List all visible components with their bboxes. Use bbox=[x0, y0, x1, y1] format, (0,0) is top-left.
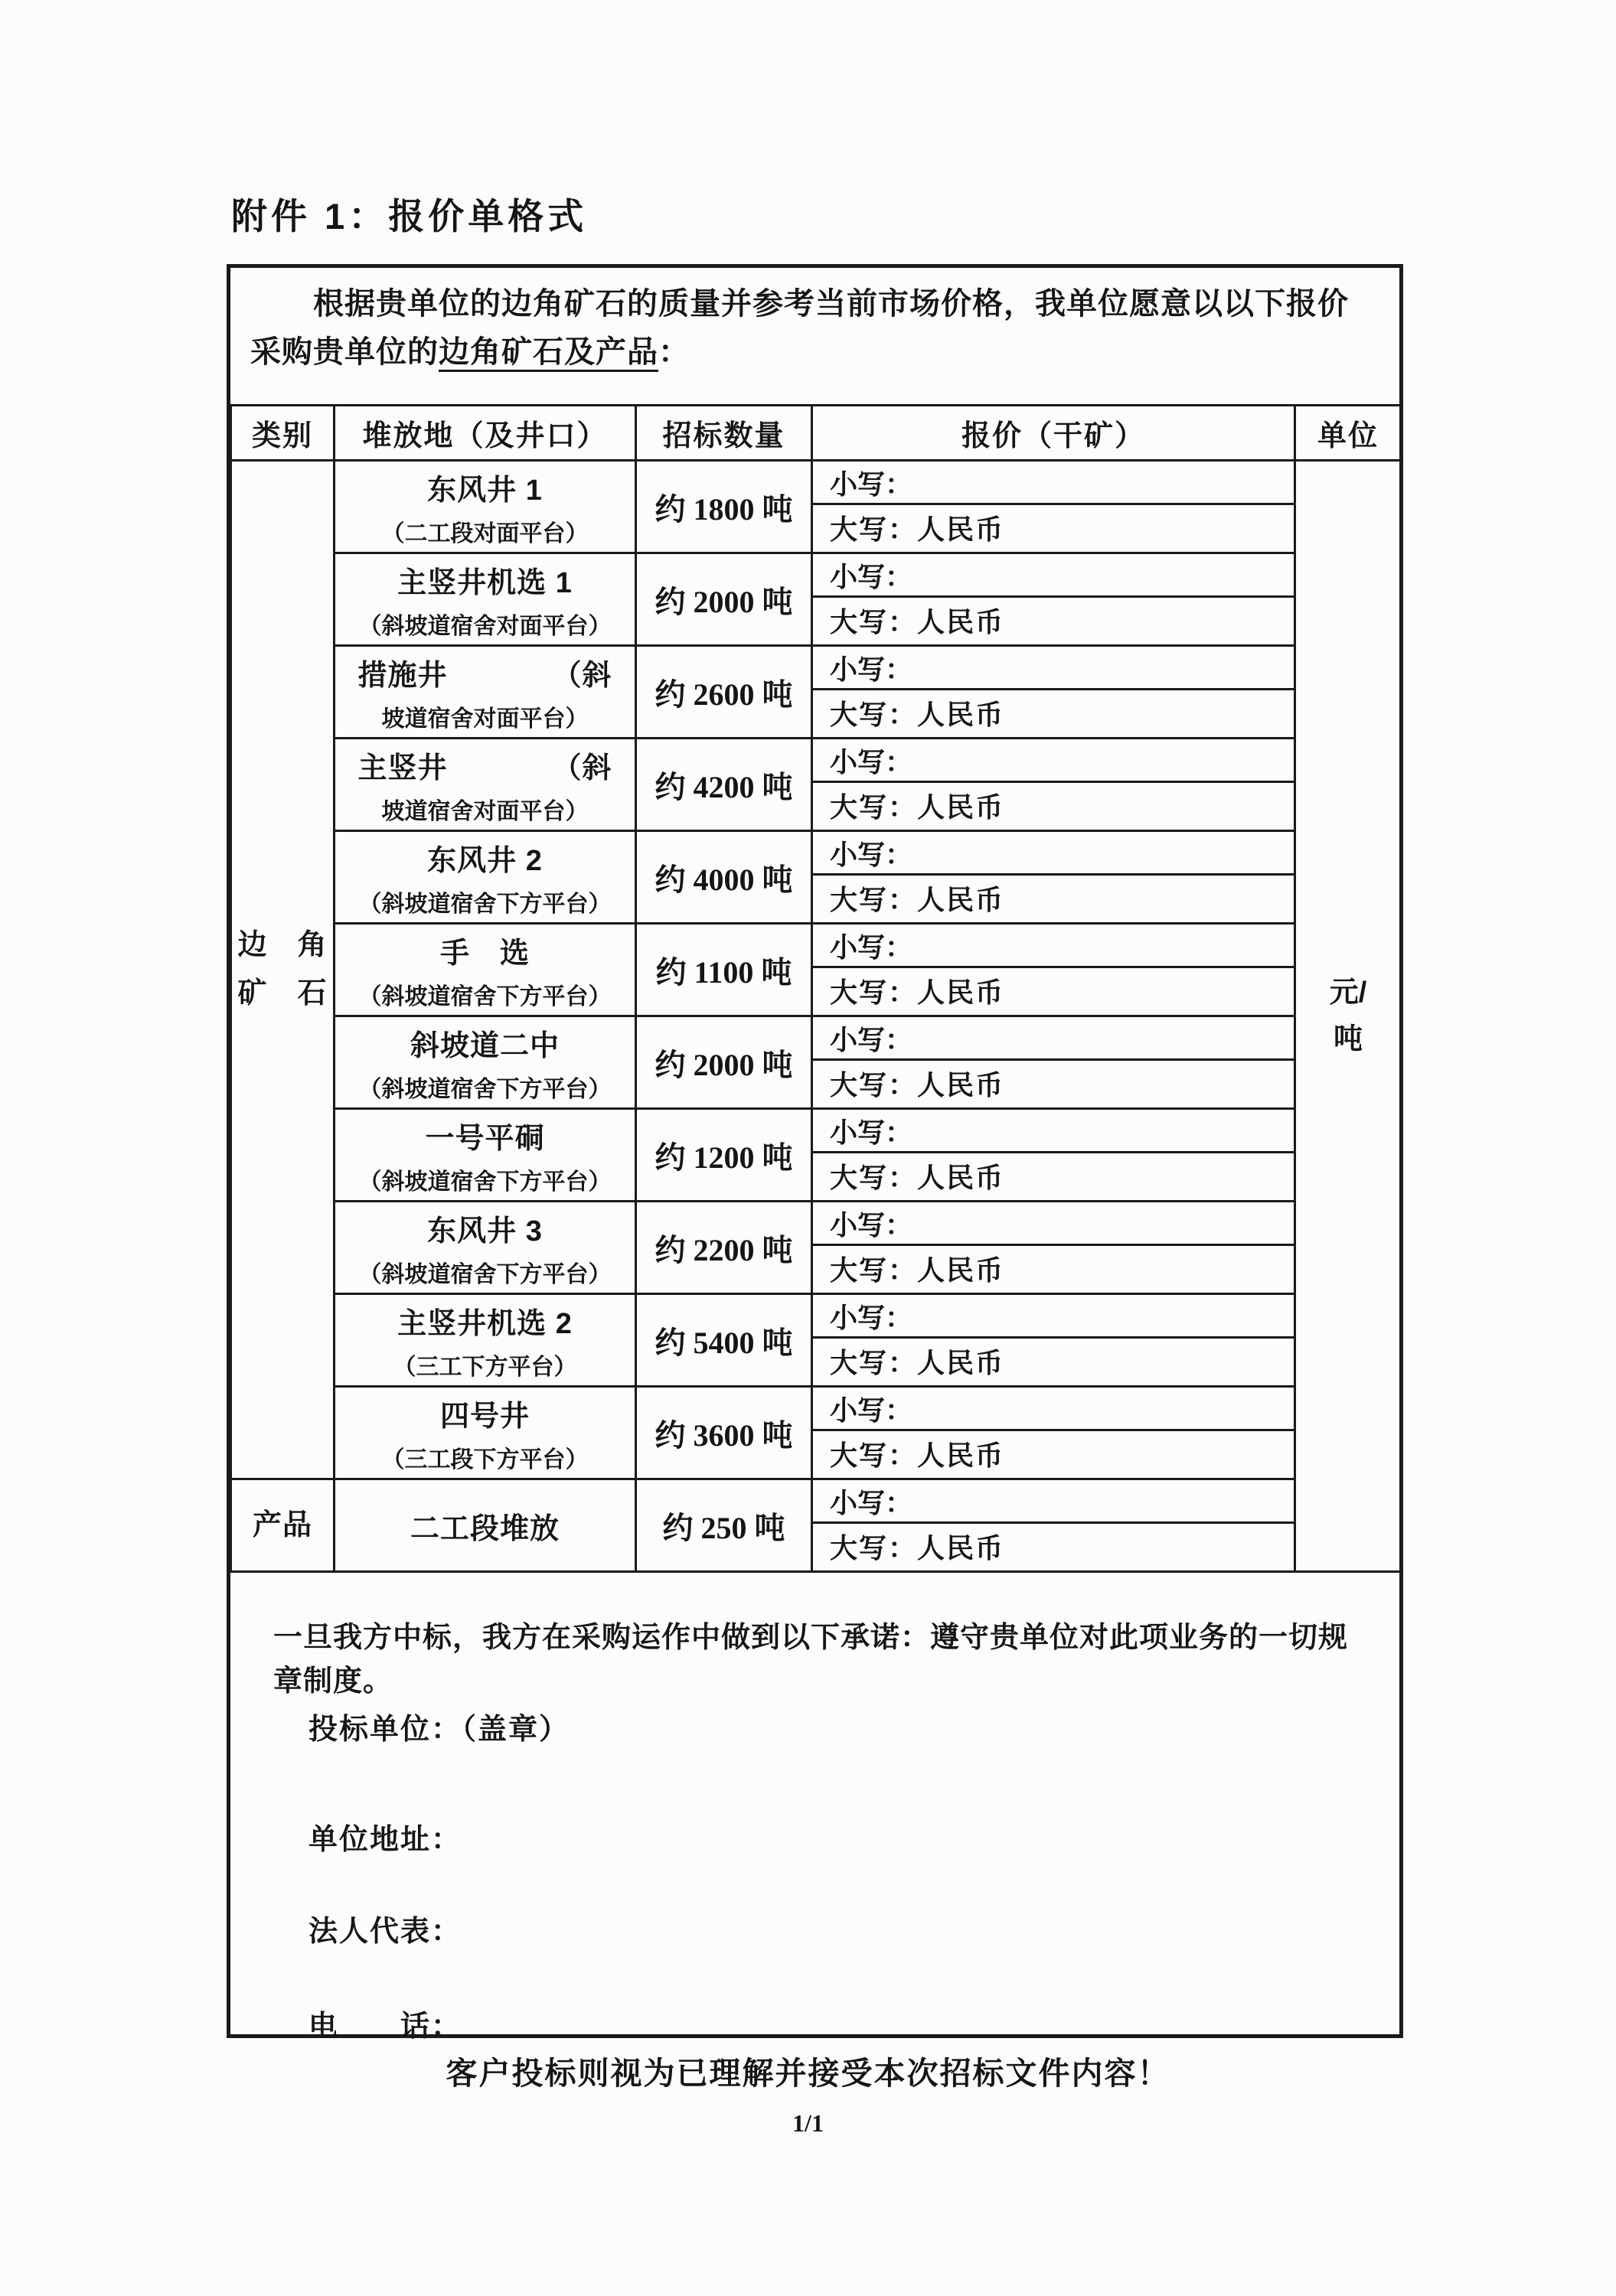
table-row bbox=[231, 1016, 1402, 1109]
price-cell bbox=[812, 1016, 1295, 1109]
address-label: 单位地址： bbox=[309, 1824, 462, 1856]
table-row bbox=[231, 1294, 1402, 1387]
intro-paragraph bbox=[250, 280, 1376, 377]
commitment-statement: 一旦我方中标，我方在采购运作中做到以下承诺：遵守贵单位对此项业务的一切规章制度。 bbox=[273, 1622, 1349, 1698]
location-name: 措施井 （斜 bbox=[357, 659, 612, 692]
price-lowercase-blank: 小写： bbox=[813, 1480, 1294, 1524]
location-cell bbox=[335, 1016, 636, 1109]
price-uppercase-label: 大写：人民币 bbox=[830, 513, 1005, 545]
footer-acceptance-note: 客户投标则视为已理解并接受本次招标文件内容！ bbox=[446, 2056, 1170, 2091]
location-note: （三工段下方平台） bbox=[381, 1446, 589, 1473]
price-cell bbox=[812, 1294, 1295, 1387]
bidder-label: 投标单位： bbox=[309, 1714, 462, 1746]
location-name: 手 选 bbox=[439, 937, 530, 970]
table-row bbox=[231, 831, 1402, 924]
col-header-unit: 单位 bbox=[1295, 406, 1402, 461]
location-cell bbox=[335, 924, 636, 1016]
price-uppercase-label: 大写：人民币 bbox=[830, 605, 1005, 638]
quantity-cell: 约 2200 吨 bbox=[636, 1202, 812, 1294]
price-uppercase-label: 大写：人民币 bbox=[830, 698, 1005, 730]
quantity-cell: 约 1200 吨 bbox=[636, 1109, 812, 1202]
price-uppercase-label: 大写：人民币 bbox=[830, 883, 1005, 915]
table-row bbox=[231, 924, 1402, 1016]
quotation-table bbox=[230, 404, 1402, 1573]
quantity-cell: 约 2600 吨 bbox=[636, 646, 812, 739]
bidder-seal-note: （盖章） bbox=[462, 1714, 570, 1746]
table-row bbox=[231, 1202, 1402, 1294]
price-uppercase-label: 大写：人民币 bbox=[830, 1161, 1005, 1193]
table-header-row bbox=[231, 406, 1402, 461]
location-name: 斜坡道二中 bbox=[410, 1029, 560, 1062]
phone-label: 电 话： bbox=[309, 2011, 462, 2043]
location-name: 东风井 2 bbox=[427, 844, 543, 877]
price-lowercase-blank: 小写： bbox=[813, 554, 1294, 598]
location-note: （斜坡道宿舍下方平台） bbox=[358, 983, 612, 1009]
price-cell bbox=[812, 739, 1295, 831]
price-uppercase-label: 大写：人民币 bbox=[830, 1531, 1005, 1564]
location-note: 坡道宿舍对面平台） bbox=[381, 798, 589, 824]
price-cell bbox=[812, 553, 1295, 646]
quantity-cell: 约 5400 吨 bbox=[636, 1294, 812, 1387]
table-row bbox=[231, 1109, 1402, 1202]
price-lowercase-blank: 小写： bbox=[813, 461, 1294, 505]
location-note: （斜坡道宿舍下方平台） bbox=[358, 1076, 612, 1102]
location-name: 二工段堆放 bbox=[410, 1512, 560, 1545]
price-lowercase-blank: 小写： bbox=[813, 1388, 1294, 1431]
price-uppercase-label: 大写：人民币 bbox=[830, 1439, 1005, 1471]
intro-text-lead: 根据贵单位的边角矿石的质量并参考当前市场价格，我单位愿意以以下报价采购贵单位的 bbox=[250, 287, 1349, 370]
location-cell bbox=[335, 1479, 636, 1572]
quantity-cell: 约 2000 吨 bbox=[636, 1016, 812, 1109]
price-cell bbox=[812, 1479, 1295, 1572]
price-lowercase-blank: 小写： bbox=[813, 1017, 1294, 1061]
location-cell bbox=[335, 1109, 636, 1202]
location-name: 主竖井机选 1 bbox=[397, 566, 573, 599]
location-cell bbox=[335, 461, 636, 553]
location-note: （斜坡道宿舍下方平台） bbox=[358, 1169, 612, 1195]
category-label-line: 边 角 bbox=[237, 929, 328, 962]
location-note: （斜坡道宿舍下方平台） bbox=[358, 1261, 612, 1287]
table-row bbox=[231, 461, 1402, 553]
price-lowercase-blank: 小写： bbox=[813, 739, 1294, 783]
category-cell-product: 产品 bbox=[231, 1479, 335, 1572]
price-uppercase-label: 大写：人民币 bbox=[830, 1254, 1005, 1286]
location-note: （斜坡道宿舍下方平台） bbox=[358, 891, 612, 917]
form-line-bidder bbox=[309, 1705, 570, 1747]
location-cell bbox=[335, 1202, 636, 1294]
table-row bbox=[231, 646, 1402, 739]
location-cell bbox=[335, 553, 636, 646]
location-note: （三工下方平台） bbox=[393, 1354, 577, 1380]
category-label-line: 矿 石 bbox=[237, 977, 328, 1009]
price-uppercase-label: 大写：人民币 bbox=[830, 976, 1005, 1008]
unit-label-line: 吨 bbox=[1333, 1022, 1363, 1055]
quantity-cell: 约 4000 吨 bbox=[636, 831, 812, 924]
form-line-phone bbox=[309, 2002, 462, 2044]
quantity-cell: 约 1800 吨 bbox=[636, 461, 812, 553]
price-cell bbox=[812, 924, 1295, 1016]
location-name: 四号井 bbox=[439, 1400, 530, 1433]
col-header-location: 堆放地（及井口） bbox=[335, 406, 636, 461]
quantity-cell: 约 4200 吨 bbox=[636, 739, 812, 831]
quotation-form-box bbox=[227, 264, 1403, 2043]
location-note: （斜坡道宿舍对面平台） bbox=[358, 613, 612, 639]
col-header-price: 报价（干矿） bbox=[812, 406, 1295, 461]
location-cell bbox=[335, 831, 636, 924]
location-note: 坡道宿舍对面平台） bbox=[381, 706, 589, 732]
table-row bbox=[231, 739, 1402, 831]
category-cell-corner-ore bbox=[231, 461, 335, 1479]
legal-representative-label: 法人代表： bbox=[309, 1916, 462, 1948]
location-name: 东风井 1 bbox=[427, 474, 543, 507]
location-name: 一号平硐 bbox=[425, 1122, 545, 1155]
quantity-cell: 约 250 吨 bbox=[636, 1479, 812, 1572]
quantity-cell: 约 1100 吨 bbox=[636, 924, 812, 1016]
price-cell bbox=[812, 646, 1295, 739]
price-lowercase-blank: 小写： bbox=[813, 1202, 1294, 1246]
location-cell bbox=[335, 1387, 636, 1479]
price-lowercase-blank: 小写： bbox=[813, 1295, 1294, 1339]
price-uppercase-label: 大写：人民币 bbox=[830, 1068, 1005, 1101]
price-uppercase-label: 大写：人民币 bbox=[830, 1346, 1005, 1378]
price-cell bbox=[812, 461, 1295, 553]
col-header-quantity: 招标数量 bbox=[636, 406, 812, 461]
quantity-cell: 约 3600 吨 bbox=[636, 1387, 812, 1479]
unit-cell bbox=[1295, 461, 1402, 1572]
price-uppercase-label: 大写：人民币 bbox=[830, 791, 1005, 823]
quantity-cell: 约 2000 吨 bbox=[636, 553, 812, 646]
price-lowercase-blank: 小写： bbox=[813, 1110, 1294, 1153]
intro-text-colon: ： bbox=[658, 335, 690, 370]
price-lowercase-blank: 小写： bbox=[813, 647, 1294, 690]
location-cell bbox=[335, 739, 636, 831]
price-cell bbox=[812, 1202, 1295, 1294]
location-cell bbox=[335, 646, 636, 739]
price-lowercase-blank: 小写： bbox=[813, 832, 1294, 876]
price-cell bbox=[812, 1387, 1295, 1479]
page-number: 1/1 bbox=[792, 2109, 824, 2137]
intro-text-underlined: 边角矿石及产品 bbox=[439, 335, 658, 370]
col-header-category: 类别 bbox=[231, 406, 335, 461]
price-cell bbox=[812, 831, 1295, 924]
location-cell bbox=[335, 1294, 636, 1387]
attachment-title: 附件 1：报价单格式 bbox=[231, 196, 588, 236]
form-line-legal-representative bbox=[309, 1907, 462, 1949]
table-row bbox=[231, 1387, 1402, 1479]
price-cell bbox=[812, 1109, 1295, 1202]
table-row bbox=[231, 1479, 1402, 1572]
location-name: 主竖井机选 2 bbox=[397, 1307, 573, 1340]
table-row bbox=[231, 553, 1402, 646]
unit-label-line: 元/ bbox=[1329, 976, 1367, 1009]
price-lowercase-blank: 小写： bbox=[813, 925, 1294, 968]
location-note: （二工段对面平台） bbox=[381, 520, 589, 546]
location-name: 主竖井 （斜 bbox=[357, 752, 612, 784]
location-name: 东风井 3 bbox=[427, 1215, 543, 1247]
form-line-address bbox=[309, 1815, 462, 1857]
